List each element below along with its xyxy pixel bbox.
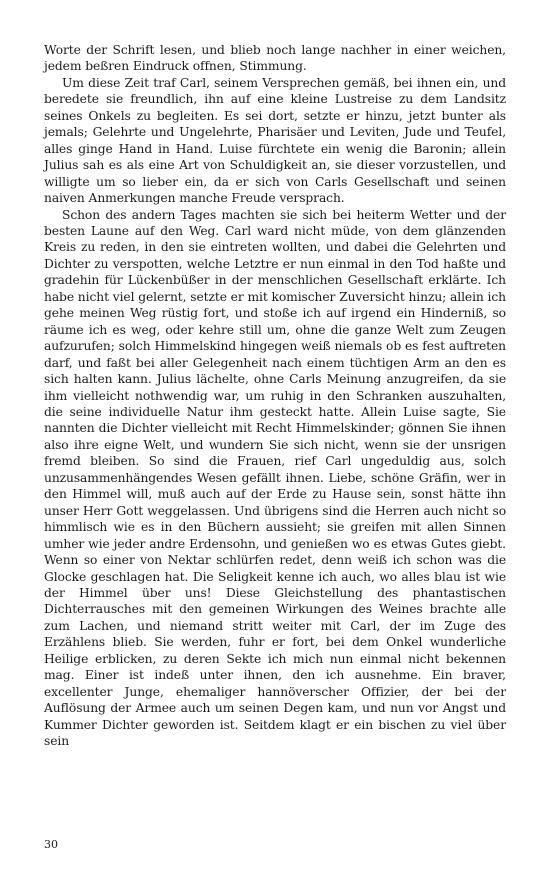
paragraph-carl-visit: Um diese Zeit traf Carl, seinem Versprechen gemäß, bei ihnen ein, und beredete sie freundlich, ihn auf eine kleine Lustreise zu dem Landsitz seines Onkels zu begleiten. Es sei dort, setzte er hinzu, jetzt bunter als jemals; Gelehrte und Ungelehrte, Pharisäer und Leviten, Jude und Teufel, alles ginge Hand in Hand. Luise fürchtete ein wenig die Baronin; allein Julius sah es als eine Art von Schuldigkeit an, sie dieser vorzustellen, und willigte um so lieber ein, da er sich von Carls Gesellschaft und seinen naiven Anmerkungen manche Freude versprach.	[44, 75, 506, 206]
page-number: 30	[44, 838, 58, 851]
paragraph-continuation: Worte der Schrift lesen, und blieb noch lange nachher in einer weichen, jedem beßren Eindruck offnen, Stimmung.	[44, 43, 506, 74]
body-text	[44, 42, 506, 749]
paragraph-journey: Schon des andern Tages machten sie sich bei heiterm Wetter und der besten Laune auf den Weg. Carl ward nicht müde, von dem glänzenden Kreis zu reden, in den sie eintreten wollten, und dabei die Gelehrten und Dichter zu verspotten, welche Letztre er nun einmal in den Tod haßte und gradehin für Lückenbüßer in der menschlichen Gesellschaft erklärte. Ich habe nicht viel gelernt, setzte er mit komischer Zuversicht hinzu; allein ich gehe meinen Weg rüstig fort, und stoße ich auf irgend ein Hinderniß, so räume ich es weg, oder kehre still um, ohne die ganze Welt zum Zeugen aufzurufen; solch Himmelskind hingegen weiß niemals ob es fest auftreten darf, und faßt bei aller Gelegenheit nach einem tüchtigen Arm an den es sich halten kann. Julius lächelte, ohne Carls Meinung anzugreifen, da sie ihm vielleicht nothwendig war, um ruhig in den Schranken auszuhalten, die seine individuelle Natur ihm gesteckt hatte. Allein Luise sagte, Sie nannten die Dichter vielleicht mit Recht Himmelskinder; gönnen Sie ihnen also ihre eigne Welt, und wundern Sie sich nicht, wenn sie der unsrigen fremd bleiben. So sind die Frauen, rief Carl ungeduldig aus, solch unzusammenhängendes Wesen gefällt ihnen. Liebe, schöne Gräfin, wer in den Himmel will, muß auch auf der Erde zu Hause sein, sonst hätte ihn unser Herr Gott weggelassen. Und übrigens sind die Herren auch nicht so himmlisch wie es in den Büchern aussieht; sie greifen mit allen Sinnen umher wie jeder andre Erdensohn, und genießen wo es etwas Gutes giebt. Wenn so einer von Nektar schlürfen redet, denn weiß ich schon was die Glocke geschlagen hat. Die Seligkeit kenne ich auch, wo alles blau ist wie der Himmel über uns! Diese Gleichstellung des phantastischen Dichterrausches mit den gemeinen Wirkungen des Weines brachte alle zum Lachen, und niemand stritt weiter mit Carl, der im Zuge des Erzählens blieb. Sie werden, fuhr er fort, bei dem Onkel wunderliche Heilige erblicken, zu deren Sekte ich mich nun einmal nicht bekennen mag. Einer ist indeß unter ihnen, den ich ausnehme. Ein braver, excellenter Junge, ehemaliger hannöverscher Offizier, der bei der Auflösung der Armee auch um seinen Degen kam, und nun vor Angst und Kummer Dichter geworden ist. Seitdem klagt er ein bischen zu viel über sein	[44, 207, 506, 749]
